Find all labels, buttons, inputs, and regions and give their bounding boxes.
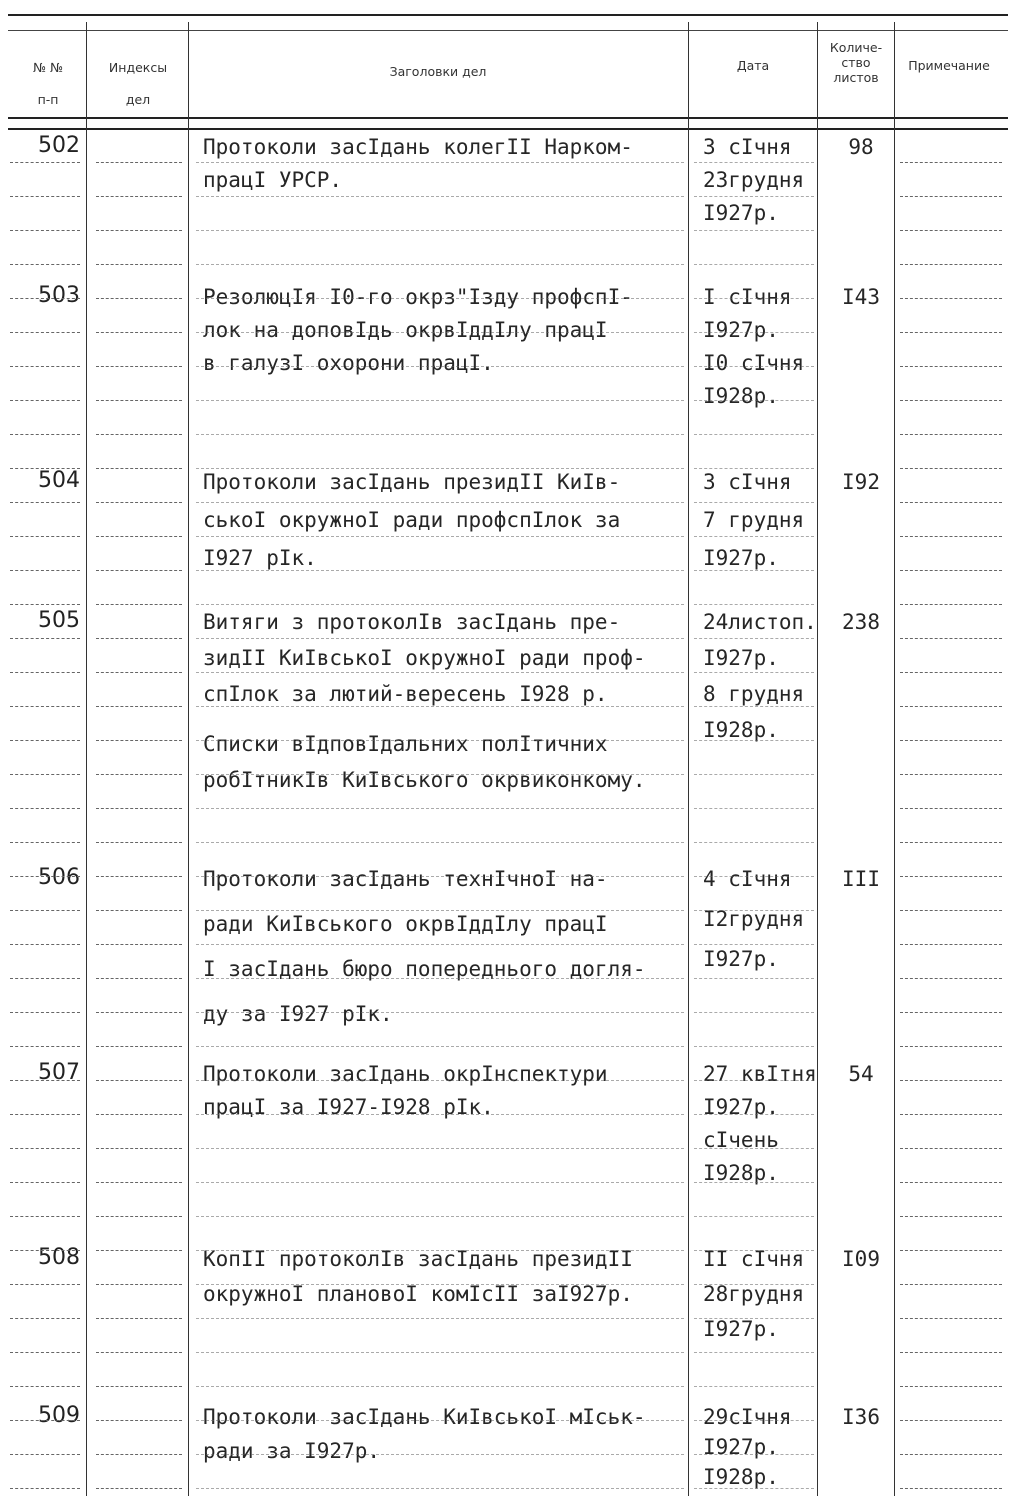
header-col-note: Примечание	[908, 58, 990, 73]
record-date-line: I928р.	[703, 1161, 779, 1185]
ruling-line	[196, 264, 684, 265]
ruling-line	[900, 298, 1002, 299]
ruling-line	[900, 808, 1002, 809]
record-sheet-count: I36	[842, 1405, 880, 1429]
record-number: 509	[38, 1403, 80, 1428]
ruling-line	[900, 264, 1002, 265]
ruling-line	[694, 740, 814, 741]
ruling-line	[196, 468, 684, 469]
ruling-line	[96, 162, 182, 163]
top-rule	[8, 14, 1008, 16]
ruling-line	[96, 298, 182, 299]
record-number: 504	[38, 468, 80, 493]
ruling-line	[900, 910, 1002, 911]
ruling-line	[10, 774, 80, 775]
record-date-line: I927р.	[703, 646, 779, 670]
record-title-line: Протоколи засIдань технIчноI на-	[203, 867, 608, 891]
ruling-line	[10, 944, 80, 945]
ruling-line	[10, 1352, 80, 1353]
ruling-line	[10, 706, 80, 707]
ruling-line	[196, 774, 684, 775]
ruling-line	[196, 1080, 684, 1081]
ruling-line	[196, 298, 684, 299]
ruling-line	[10, 468, 80, 469]
record-date-line: I927р.	[703, 1317, 779, 1341]
ruling-line	[196, 944, 684, 945]
ruling-line	[10, 808, 80, 809]
ruling-line	[96, 1454, 182, 1455]
ruling-line	[96, 1250, 182, 1251]
ruling-line	[96, 1488, 182, 1489]
ruling-line	[694, 604, 814, 605]
ruling-line	[96, 1148, 182, 1149]
ruling-line	[694, 978, 814, 979]
record-date-line: I928р.	[703, 1465, 779, 1489]
ruling-line	[900, 1488, 1002, 1489]
header-col-index: Индексы дел	[108, 60, 168, 107]
ruling-line	[900, 638, 1002, 639]
ruling-line	[10, 570, 80, 571]
column-divider	[188, 22, 189, 1496]
ruling-line	[96, 536, 182, 537]
ruling-line	[10, 1488, 80, 1489]
ruling-line	[694, 298, 814, 299]
record-date-line: I927р.	[703, 1435, 779, 1459]
ruling-line	[196, 1012, 684, 1013]
ruling-line	[900, 536, 1002, 537]
ruling-line	[10, 638, 80, 639]
record-number: 503	[38, 283, 80, 308]
ruling-line	[96, 740, 182, 741]
ruling-line	[694, 706, 814, 707]
ruling-line	[196, 1284, 684, 1285]
ruling-line	[196, 332, 684, 333]
record-title-line: працI за I927-I928 рIк.	[203, 1095, 494, 1119]
ruling-line	[96, 196, 182, 197]
ruling-line	[900, 468, 1002, 469]
ruling-line	[96, 230, 182, 231]
record-title-line: РезолюцIя I0-го окрз"Iзду профспI-	[203, 285, 633, 309]
ruling-line	[900, 876, 1002, 877]
ruling-line	[10, 978, 80, 979]
ruling-line	[96, 1046, 182, 1047]
ruling-line	[900, 1454, 1002, 1455]
record-date-line: 27 квIтня	[703, 1062, 817, 1086]
ruling-line	[694, 162, 814, 163]
record-date-line: 28грудня	[703, 1282, 805, 1306]
ruling-line	[900, 196, 1002, 197]
record-date-line: 3 сIчня	[703, 470, 792, 494]
record-date-line: I928р.	[703, 718, 779, 742]
ruling-line	[694, 1148, 814, 1149]
ruling-line	[96, 1114, 182, 1115]
ruling-line	[694, 1182, 814, 1183]
ruling-line	[694, 434, 814, 435]
ruling-line	[96, 366, 182, 367]
ruling-line	[10, 876, 80, 877]
ruling-line	[196, 842, 684, 843]
ruling-line	[10, 672, 80, 673]
record-title-line: I927 рIк.	[203, 546, 317, 570]
record-date-line: I сIчня	[703, 285, 792, 309]
ruling-line	[900, 1182, 1002, 1183]
record-date-line: I927р.	[703, 318, 779, 342]
ruling-line	[900, 1148, 1002, 1149]
ruling-line	[900, 1250, 1002, 1251]
ruling-line	[900, 502, 1002, 503]
ruling-line	[196, 400, 684, 401]
ruling-line	[694, 944, 814, 945]
record-title-line: в галузI охорони працI.	[203, 351, 494, 375]
ruling-line	[96, 570, 182, 571]
ruling-line	[10, 1012, 80, 1013]
ruling-line	[694, 570, 814, 571]
record-date-line: 29сIчня	[703, 1405, 792, 1429]
ruling-line	[694, 842, 814, 843]
ruling-line	[196, 1216, 684, 1217]
record-title-line: Протоколи засIдань окрIнспектури	[203, 1062, 608, 1086]
record-title-line: Витяги з протоколIв засIдань пре-	[203, 610, 621, 634]
record-sheet-count: 54	[848, 1062, 874, 1086]
ruling-line	[96, 808, 182, 809]
record-sheet-count: I09	[842, 1247, 880, 1271]
record-title-line: ду за I927 рIк.	[203, 1002, 393, 1026]
record-title-line: I засIдань бюро попереднього догля-	[203, 957, 646, 981]
ruling-line	[694, 332, 814, 333]
top-rule-2	[8, 30, 1008, 31]
ruling-line	[96, 910, 182, 911]
ruling-line	[694, 400, 814, 401]
ruling-line	[196, 230, 684, 231]
ruling-line	[96, 842, 182, 843]
ruling-line	[196, 366, 684, 367]
ruling-line	[196, 740, 684, 741]
ruling-line	[900, 400, 1002, 401]
ruling-line	[900, 706, 1002, 707]
ruling-line	[900, 740, 1002, 741]
ruling-line	[694, 264, 814, 265]
ruling-line	[196, 604, 684, 605]
ruling-line	[900, 1420, 1002, 1421]
header-rule	[8, 117, 1008, 119]
ruling-line	[10, 536, 80, 537]
record-sheet-count: I92	[842, 470, 880, 494]
record-date-line: 24листоп.	[703, 610, 817, 634]
ruling-line	[900, 978, 1002, 979]
ruling-line	[196, 1046, 684, 1047]
ruling-line	[900, 774, 1002, 775]
record-title-line: Протоколи засIдань колегII Нарком-	[203, 135, 633, 159]
ruling-line	[10, 332, 80, 333]
ruling-line	[10, 1148, 80, 1149]
ruling-line	[96, 1420, 182, 1421]
record-title-line: робIтникIв КиIвського окрвиконкому.	[203, 768, 646, 792]
ruling-line	[96, 1284, 182, 1285]
ruling-line	[96, 978, 182, 979]
ruling-line	[900, 1352, 1002, 1353]
ruling-line	[196, 1148, 684, 1149]
ruling-line	[694, 910, 814, 911]
ruling-line	[900, 672, 1002, 673]
record-title-line: спIлок за лютий-вересень I928 р.	[203, 682, 608, 706]
ruling-line	[96, 604, 182, 605]
record-date-line: 8 грудня	[703, 682, 805, 706]
ruling-line	[10, 162, 80, 163]
ruling-line	[900, 604, 1002, 605]
column-divider	[86, 22, 87, 1496]
ruling-line	[196, 672, 684, 673]
ruling-line	[10, 740, 80, 741]
ruling-line	[694, 502, 814, 503]
ruling-line	[900, 332, 1002, 333]
ruling-line	[96, 706, 182, 707]
ruling-line	[900, 1318, 1002, 1319]
ruling-line	[196, 808, 684, 809]
record-sheet-count: 98	[848, 135, 874, 159]
ruling-line	[196, 1318, 684, 1319]
ruling-line	[96, 264, 182, 265]
ruling-line	[10, 910, 80, 911]
ruling-line	[10, 196, 80, 197]
ruling-line	[10, 366, 80, 367]
ruling-line	[196, 1352, 684, 1353]
record-date-line: 4 сIчня	[703, 867, 792, 891]
record-title-line: зидII КиIвськоI окружноI ради проф-	[203, 646, 646, 670]
ruling-line	[96, 332, 182, 333]
record-number: 505	[38, 608, 80, 633]
record-date-line: I0 сIчня	[703, 351, 805, 375]
record-date-line: I928р.	[703, 384, 779, 408]
ruling-line	[196, 1420, 684, 1421]
record-number: 507	[38, 1060, 80, 1085]
ruling-line	[10, 1114, 80, 1115]
record-date-line: 3 сIчня	[703, 135, 792, 159]
ruling-line	[96, 400, 182, 401]
record-date-line: I927р.	[703, 947, 779, 971]
ruling-line	[694, 1250, 814, 1251]
ruling-line	[96, 502, 182, 503]
record-title-line: Протоколи засIдань КиIвськоI мIськ-	[203, 1405, 646, 1429]
record-date-line: сIчень	[703, 1128, 779, 1152]
ruling-line	[900, 1080, 1002, 1081]
ruling-line	[900, 1216, 1002, 1217]
ruling-line	[694, 1216, 814, 1217]
ruling-line	[900, 842, 1002, 843]
ruling-line	[10, 1080, 80, 1081]
ruling-line	[10, 434, 80, 435]
record-sheet-count: 238	[842, 610, 880, 634]
ruling-line	[96, 1386, 182, 1387]
ruling-line	[694, 1012, 814, 1013]
record-title-line: окружноI плановоI комIсII заI927р.	[203, 1282, 633, 1306]
ruling-line	[196, 1250, 684, 1251]
ruling-line	[96, 944, 182, 945]
ruling-line	[900, 1284, 1002, 1285]
ruling-line	[10, 230, 80, 231]
ruling-line	[196, 570, 684, 571]
ruling-line	[900, 570, 1002, 571]
record-title-line: Протоколи засIдань президII КиIв-	[203, 470, 621, 494]
ruling-line	[96, 774, 182, 775]
ruling-line	[694, 536, 814, 537]
record-title-line: ради за I927р.	[203, 1439, 381, 1463]
record-title-line: КопII протоколIв засIдань президII	[203, 1247, 633, 1271]
ruling-line	[694, 230, 814, 231]
ruling-line	[694, 1318, 814, 1319]
ruling-line	[10, 1284, 80, 1285]
record-sheet-count: III	[842, 867, 880, 891]
header-rule-2	[8, 128, 1008, 130]
ruling-line	[694, 672, 814, 673]
ruling-line	[694, 196, 814, 197]
ruling-line	[694, 366, 814, 367]
ruling-line	[96, 672, 182, 673]
header-col-title: Заголовки дел	[389, 64, 487, 79]
ruling-line	[96, 638, 182, 639]
ruling-line	[694, 1352, 814, 1353]
ruling-line	[694, 1046, 814, 1047]
record-title-line: ськоI окружноI ради профспIлок за	[203, 508, 621, 532]
ruling-line	[10, 604, 80, 605]
ruling-line	[10, 400, 80, 401]
ruling-line	[694, 876, 814, 877]
ruling-line	[196, 1488, 684, 1489]
ruling-line	[196, 978, 684, 979]
ruling-line	[196, 910, 684, 911]
record-date-line: 7 грудня	[703, 508, 805, 532]
ruling-line	[10, 1216, 80, 1217]
ruling-line	[900, 1012, 1002, 1013]
ruling-line	[96, 1080, 182, 1081]
ruling-line	[694, 1114, 814, 1115]
record-number: 506	[38, 865, 80, 890]
ruling-line	[196, 1454, 684, 1455]
ruling-line	[10, 1318, 80, 1319]
ruling-line	[196, 162, 684, 163]
record-date-line: II сIчня	[703, 1247, 805, 1271]
record-date-line: I927р.	[703, 546, 779, 570]
column-divider	[894, 22, 895, 1496]
ruling-line	[10, 1420, 80, 1421]
record-date-line: I927р.	[703, 201, 779, 225]
ruling-line	[196, 196, 684, 197]
ruling-line	[96, 1318, 182, 1319]
ruling-line	[900, 366, 1002, 367]
ruling-line	[900, 1114, 1002, 1115]
ruling-line	[694, 638, 814, 639]
ruling-line	[96, 1352, 182, 1353]
column-divider	[817, 22, 818, 1496]
record-date-line: 23грудня	[703, 168, 805, 192]
ruling-line	[196, 1114, 684, 1115]
record-date-line: I2грудня	[703, 907, 805, 931]
header-col-sheets: Количе- ство листов	[829, 40, 883, 85]
ruling-line	[10, 1182, 80, 1183]
ruling-line	[694, 1488, 814, 1489]
ruling-line	[10, 1250, 80, 1251]
ruling-line	[10, 1046, 80, 1047]
ruling-line	[196, 876, 684, 877]
ruling-line	[196, 434, 684, 435]
ruling-line	[96, 1216, 182, 1217]
ruling-line	[694, 1454, 814, 1455]
ruling-line	[10, 1454, 80, 1455]
ruling-line	[10, 502, 80, 503]
ruling-line	[196, 536, 684, 537]
ruling-line	[694, 1284, 814, 1285]
record-number: 508	[38, 1245, 80, 1270]
ruling-line	[96, 468, 182, 469]
ruling-line	[900, 944, 1002, 945]
ruling-line	[10, 298, 80, 299]
record-number: 502	[38, 133, 80, 158]
ruling-line	[694, 1080, 814, 1081]
ruling-line	[900, 1046, 1002, 1047]
ruling-line	[196, 1182, 684, 1183]
ruling-line	[694, 468, 814, 469]
ruling-line	[694, 1420, 814, 1421]
ruling-line	[694, 808, 814, 809]
record-title-line: лок на доповIдь окрвIддIлу працI	[203, 318, 608, 342]
record-sheet-count: I43	[842, 285, 880, 309]
record-title-line: працI УРСР.	[203, 168, 343, 192]
record-title-line: Списки вIдповIдальних полIтичних	[203, 732, 608, 756]
header-col-number: № № п-п	[33, 60, 63, 107]
record-title-line: ради КиIвського окрвIддIлу працI	[203, 912, 608, 936]
ruling-line	[900, 1386, 1002, 1387]
ruling-line	[196, 502, 684, 503]
ruling-line	[10, 1386, 80, 1387]
ruling-line	[10, 842, 80, 843]
header-col-date: Дата	[736, 58, 770, 73]
record-date-line: I927р.	[703, 1095, 779, 1119]
ruling-line	[900, 434, 1002, 435]
ruling-line	[196, 1386, 684, 1387]
ruling-line	[900, 230, 1002, 231]
ruling-line	[96, 1182, 182, 1183]
ruling-line	[900, 162, 1002, 163]
ruling-line	[96, 876, 182, 877]
ruling-line	[694, 1386, 814, 1387]
ruling-line	[694, 774, 814, 775]
ruling-line	[10, 264, 80, 265]
ruling-line	[96, 434, 182, 435]
ruling-line	[196, 638, 684, 639]
column-divider	[688, 22, 689, 1496]
ruling-line	[196, 706, 684, 707]
ruling-line	[96, 1012, 182, 1013]
